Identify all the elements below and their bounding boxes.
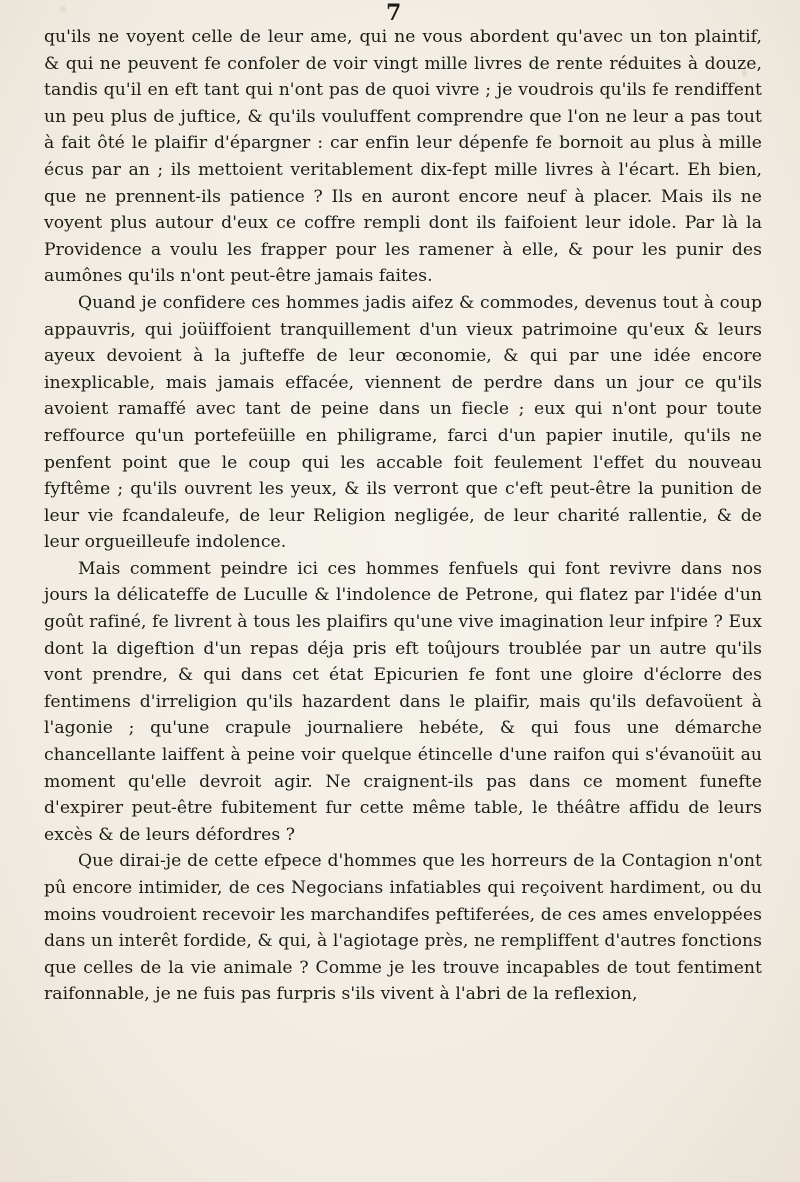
body-text [44,24,762,1008]
paragraph-3: Mais comment peindre ici ces hommes fenfuels qui font revivre dans nos jours la délicateffe de Luculle & l'indolence de Petrone, qui flatez par l'idée d'un goût rafiné, fe livrent à tous les plaifirs qu'une vive imagination leur infpire ? Eux dont la digeftion d'un repas déja pris eft toûjours troublée par un autre qu'ils vont prendre, & qui dans cet état Epicurien fe font une gloire d'éclorre des fentimens d'irreligion qu'ils hazardent dans le plaifir, mais qu'ils defavoüent à l'agonie ; qu'une crapule journaliere hebéte, & qui fous une démarche chancellante laiffent à peine voir quelque étincelle d'une raifon qui s'évanoüit au moment qu'elle devroit agir. Ne craignent-ils pas dans ce moment funefte d'expirer peut-être fubitement fur cette même table, le théâtre affidu de leurs excès & de leurs défordres ? [44,558,762,845]
paragraph-1: qu'ils ne voyent celle de leur ame, qui ne vous abordent qu'avec un ton plaintif, & qui ne peuvent fe confoler de voir vingt mille livres de rente réduites à douze, tandis qu'il en eft tant qui n'ont pas de quoi vivre ; je voudrois qu'ils fe rendiffent un peu plus de juftice, & qu'ils vouluffent comprendre que l'on ne leur a pas tout à fait ôté le plaifir d'épargner : car enfin leur dépenfe fe bornoit au plus à mille écus par an ; ils mettoient veritablement dix-fept mille livres à l'écart. Eh bien, que ne prennent-ils patience ? Ils en auront encore neuf à placer. Mais ils ne voyent plus autour d'eux ce coffre rempli dont ils faifoient leur idole. Par là la Providence a voulu les frapper pour les ramener à elle, & pour les punir des aumônes qu'ils n'ont peut-être jamais faites. [44,27,762,287]
paragraph-4: Que dirai-je de cette efpece d'hommes que les horreurs de la Contagion n'ont pû encore intimider, de ces Negocians infatiables qui reçoivent hardiment, ou du moins voudroient recevoir les marchandifes peftiferées, de ces ames enveloppées dans un interêt fordide, & qui, à l'agiotage près, ne rempliffent d'autres fonctions que celles de la vie animale ? Comme je les trouve incapables de tout fentiment raifonnable, je ne fuis pas furpris s'ils vivent à l'abri de la reflexion, [44,851,762,1005]
paragraph-2: Quand je confidere ces hommes jadis aifez & commodes, devenus tout à coup appauvris, qui joüiffoient tranquillement d'un vieux patrimoine qu'eux & leurs ayeux devoient à la jufteffe de leur œconomie, & qui par une idée encore inexplicable, mais jamais effacée, viennent de perdre dans un jour ce qu'ils avoient ramaffé avec tant de peine dans un fiecle ; eux qui n'ont pour toute reffource qu'un portefeüille en philigrame, farci d'un papier inutile, qu'ils ne penfent point que le coup qui les accable foit feulement l'effet du nouveau fyftême ; qu'ils ouvrent les yeux, & ils verront que c'eft peut-être la punition de leur vie fcandaleufe, de leur Religion negligée, de leur charité rallentie, & de leur orgueilleufe indolence. [44,292,762,553]
paper-stain [60,6,66,12]
page-number: 7 [386,0,402,26]
